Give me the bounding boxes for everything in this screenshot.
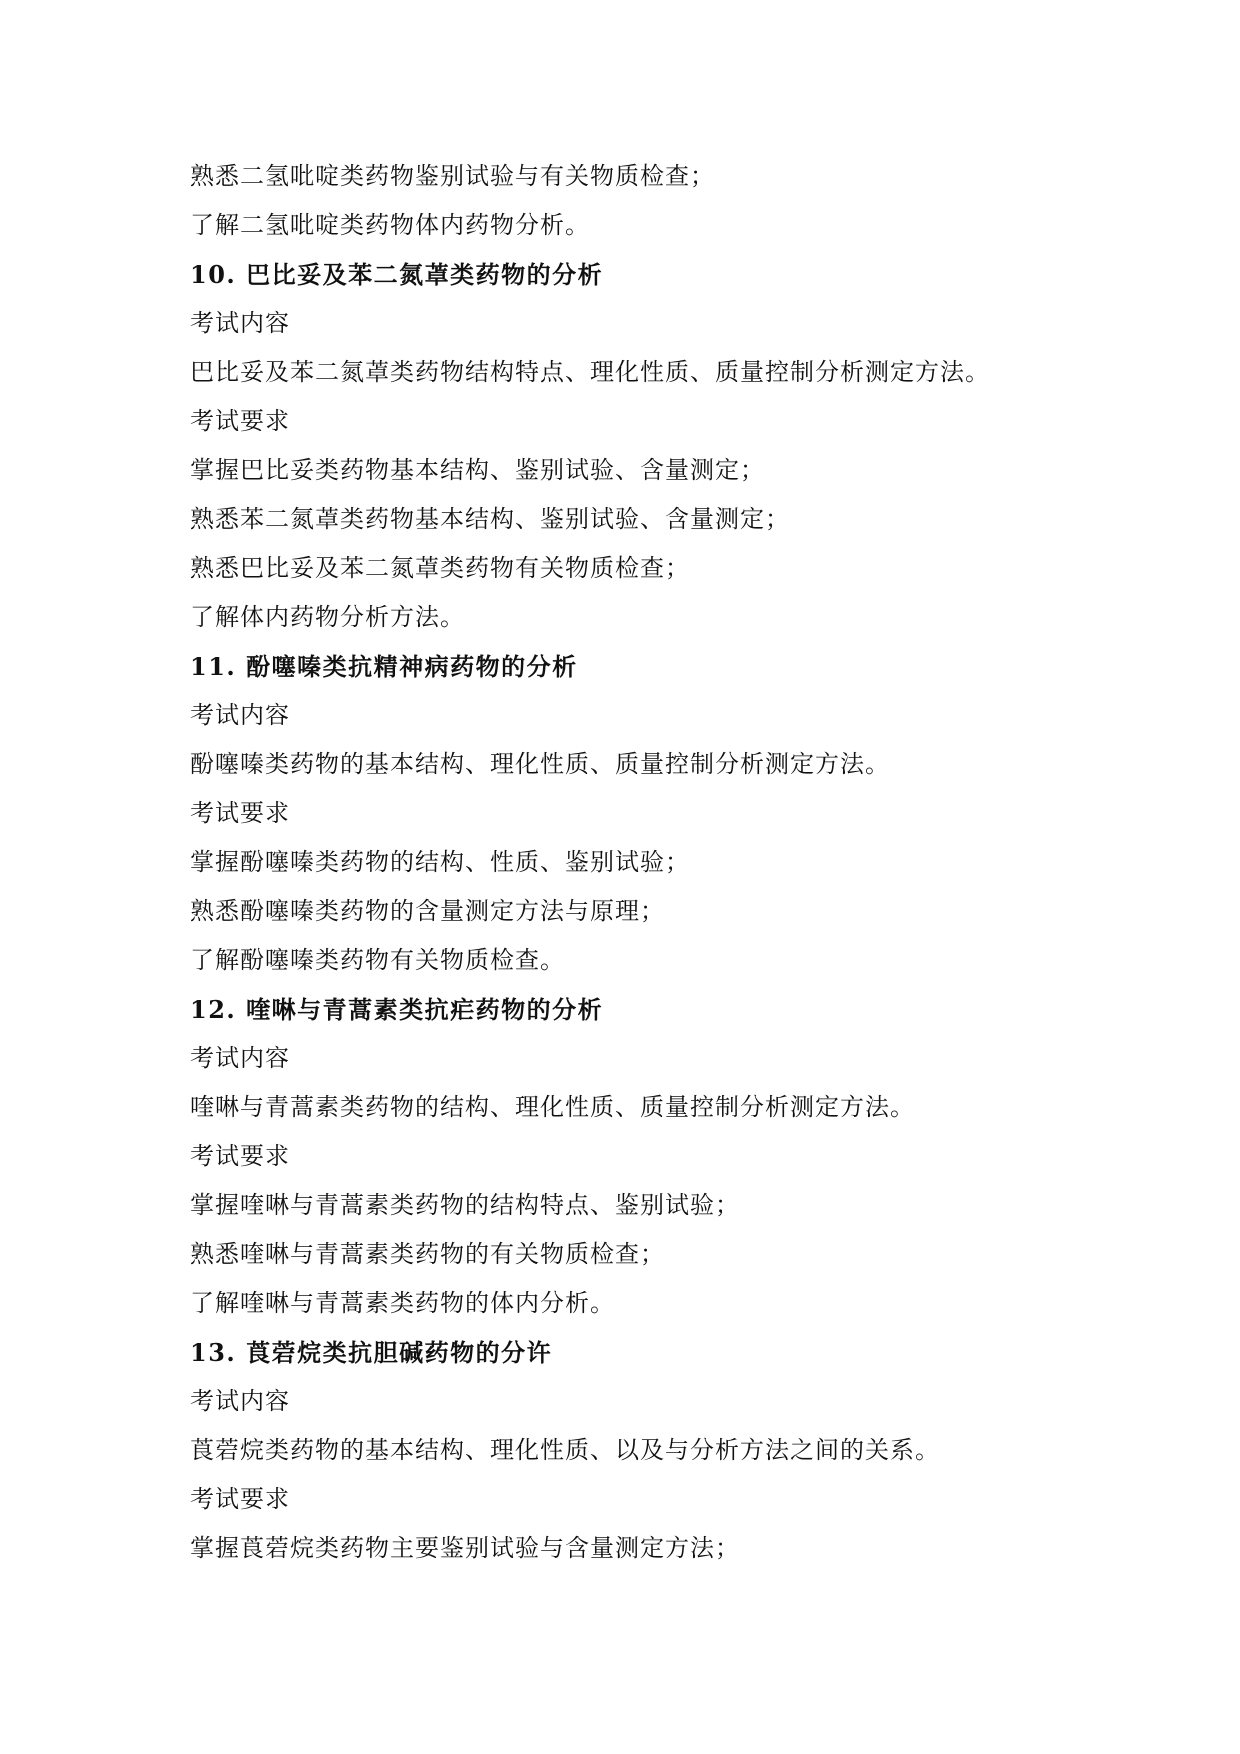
text-line: 熟悉喹啉与青蒿素类药物的有关物质检查； [190, 1240, 665, 1268]
text-line: 熟悉酚噻嗪类药物的含量测定方法与原理； [190, 897, 665, 925]
section-heading: 12. 喹啉与青蒿素类抗疟药物的分析 [190, 995, 604, 1024]
subsection-label: 考试要求 [190, 407, 290, 435]
section-heading: 11. 酚噻嗪类抗精神病药物的分析 [190, 652, 578, 681]
text-line: 掌握酚噻嗪类药物的结构、性质、鉴别试验； [190, 848, 690, 876]
subsection-label: 考试要求 [190, 799, 290, 827]
section-heading: 13. 莨菪烷类抗胆碱药物的分许 [190, 1338, 553, 1367]
text-line: 掌握莨菪烷类药物主要鉴别试验与含量测定方法； [190, 1534, 740, 1562]
text-line: 了解二氢吡啶类药物体内药物分析。 [190, 211, 590, 239]
text-line: 熟悉苯二氮䓬类药物基本结构、鉴别试验、含量测定； [190, 505, 790, 533]
text-line: 熟悉巴比妥及苯二氮䓬类药物有关物质检查； [190, 554, 690, 582]
text-line: 熟悉二氢吡啶类药物鉴别试验与有关物质检查； [190, 162, 715, 190]
section-heading: 10. 巴比妥及苯二氮䓬类药物的分析 [190, 260, 604, 289]
text-line: 了解喹啉与青蒿素类药物的体内分析。 [190, 1289, 615, 1317]
text-line: 掌握巴比妥类药物基本结构、鉴别试验、含量测定； [190, 456, 765, 484]
subsection-label: 考试内容 [190, 701, 290, 729]
text-line: 了解体内药物分析方法。 [190, 603, 465, 631]
text-line: 掌握喹啉与青蒿素类药物的结构特点、鉴别试验； [190, 1191, 740, 1219]
text-line: 喹啉与青蒿素类药物的结构、理化性质、质量控制分析测定方法。 [190, 1093, 915, 1121]
document-body [190, 152, 1090, 1573]
subsection-label: 考试内容 [190, 1387, 290, 1415]
text-line: 酚噻嗪类药物的基本结构、理化性质、质量控制分析测定方法。 [190, 750, 890, 778]
subsection-label: 考试要求 [190, 1142, 290, 1170]
subsection-label: 考试要求 [190, 1485, 290, 1513]
text-line: 莨菪烷类药物的基本结构、理化性质、以及与分析方法之间的关系。 [190, 1436, 940, 1464]
subsection-label: 考试内容 [190, 309, 290, 337]
text-line: 巴比妥及苯二氮䓬类药物结构特点、理化性质、质量控制分析测定方法。 [190, 358, 990, 386]
text-line: 了解酚噻嗪类药物有关物质检查。 [190, 946, 565, 974]
subsection-label: 考试内容 [190, 1044, 290, 1072]
